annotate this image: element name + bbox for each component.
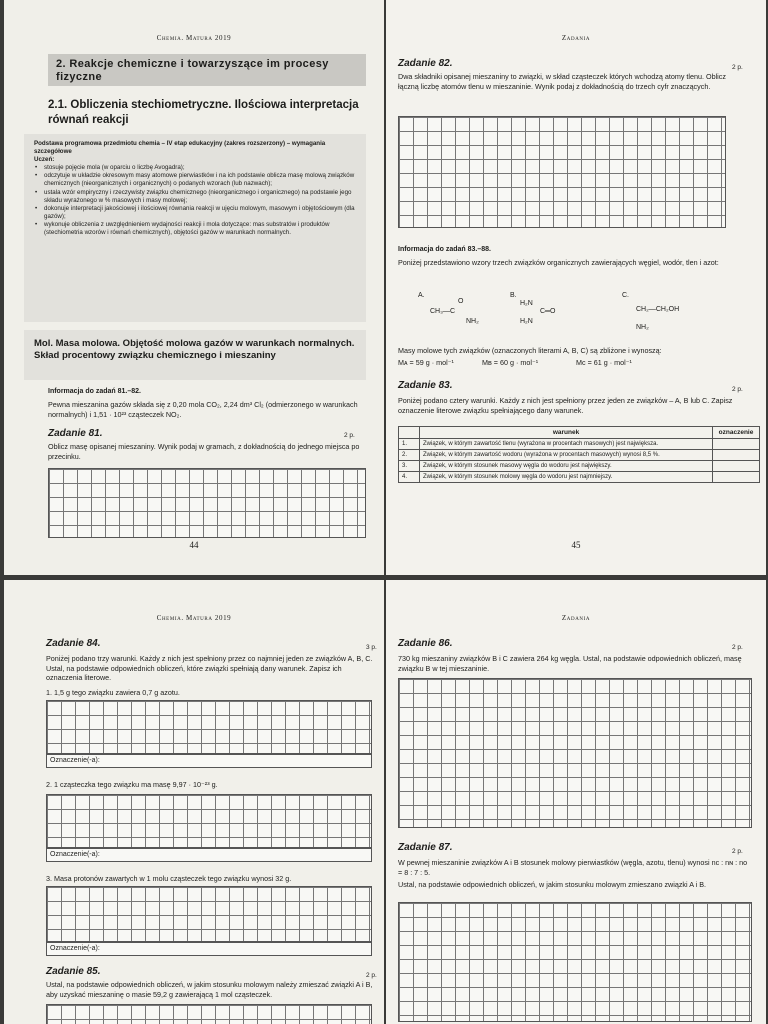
- task-82-text: Dwa składniki opisanej mieszaniny to związki, w skład cząsteczek których wchodzą atomy tlenu. Oblicz łączną liczbę atomów tlenu w mieszaninie. Wynik podaj z dokładnością do trzech cyfr znaczących.: [398, 72, 726, 91]
- answer-grid-82[interactable]: [398, 116, 726, 228]
- info-text: Poniżej przedstawiono wzory trzech związków organicznych zawierających węgiel, wodór, tlen i azot:: [398, 258, 719, 267]
- task-85-points: 2 p.: [366, 972, 377, 979]
- designation-field-3[interactable]: Oznaczenie(-a):: [46, 942, 372, 956]
- designation-field-1[interactable]: Oznaczenie(-a):: [46, 754, 372, 768]
- table-row: 1. Związek, w którym zawartość tlenu (wyrażona w procentach masowych) jest największa.: [399, 439, 760, 450]
- answer-grid-85[interactable]: [46, 1004, 372, 1024]
- compound-c-bottom: NH₂: [636, 324, 649, 331]
- curriculum-item: • wykonuje obliczenia z uwzględnieniem wydajności reakcji i mola dotyczące: mas substratów i produktów (stechiometria wzorów i równań chemicznych), objętości gazów w warunkach normalnych.: [42, 221, 356, 237]
- condition-3: 3. Masa protonów zawartych w 1 molu cząsteczek tego związku wynosi 32 g.: [46, 874, 292, 883]
- designation-field-2[interactable]: Oznaczenie(-a):: [46, 848, 372, 862]
- answer-grid-84-1[interactable]: [46, 700, 372, 754]
- running-head: Chemia. Matura 2019: [156, 34, 232, 42]
- table-row: 2. Związek, w którym zawartość wodoru (wyrażona w procentach masowych) wynosi 8,5 %.: [399, 450, 760, 461]
- curriculum-item: • odczytuje w układzie okresowym masy atomowe pierwiastków i na ich podstawie oblicza masę molową związków chemicznych (nieorganicznych i organicznych) o podanych wzorach (lub nazwach);: [42, 172, 356, 188]
- task-82-title: Zadanie 82.: [398, 58, 453, 69]
- answer-grid-84-2[interactable]: [46, 794, 372, 848]
- task-87-text-1: W pewnej mieszaninie związków A i B stosunek molowy pierwiastków (węgla, azotu, tlenu) wynosi nᴄ : nɴ : nᴏ = 8 : 7 : 5.: [398, 858, 748, 877]
- page-46: [4, 580, 384, 1024]
- col-header-designation: oznaczenie: [713, 427, 760, 439]
- compound-a-bottom: NH₂: [466, 318, 479, 325]
- curriculum-box: [24, 134, 366, 322]
- task-84-title: Zadanie 84.: [46, 638, 101, 649]
- curriculum-heading: Podstawa programowa przedmiotu chemia – IV etap edukacyjny (zakres rozszerzony) – wymagania szczegółowe: [34, 140, 326, 156]
- answer-grid-84-3[interactable]: [46, 886, 372, 942]
- task-81-title: Zadanie 81.: [48, 428, 103, 439]
- compound-a-letter: A.: [418, 292, 425, 299]
- conditions-table: [398, 426, 760, 483]
- page-number: 45: [571, 540, 581, 550]
- answer-grid-87[interactable]: [398, 902, 752, 1022]
- chapter-title-bar: [48, 54, 366, 86]
- task-86-text: 730 kg mieszaniny związków B i C zawiera 264 kg węgla. Ustal, na podstawie odpowiednich obliczeń, masę związku B w tej mieszaninie.: [398, 654, 742, 673]
- condition-1: 1. 1,5 g tego związku zawiera 0,7 g azotu.: [46, 688, 180, 697]
- mass-c: Mᴄ = 61 g · mol⁻¹: [576, 358, 632, 367]
- topic-title: Mol. Masa molowa. Objętość molowa gazów w warunkach normalnych. Skład procentowy związku chemicznego i mieszaniny: [24, 330, 366, 380]
- curriculum-item: • stosuje pojęcie mola (w oparciu o liczbę Avogadra);: [42, 164, 356, 172]
- compound-c-letter: C.: [622, 292, 629, 299]
- task-83-points: 2 p.: [732, 386, 743, 393]
- section-title: 2.1. Obliczenia stechiometryczne. Ilościowa interpretacja równań reakcji: [48, 99, 359, 126]
- task-83-text: Poniżej podano cztery warunki. Każdy z nich jest spełniony przez jeden ze związków – A, B lub C. Zapisz oznaczenie literowe związku spełniającego dany warunek.: [398, 396, 733, 415]
- task-87-points: 2 p.: [732, 848, 743, 855]
- masses-intro: Masy molowe tych związków (oznaczonych literami A, B, C) są zbliżone i wynoszą:: [398, 346, 662, 355]
- page-number: 44: [189, 540, 199, 550]
- designation-cell[interactable]: [713, 461, 760, 472]
- chapter-title: 2. Reakcje chemiczne i towarzyszące im procesy fizyczne: [56, 58, 329, 83]
- running-head: Zadania: [561, 34, 591, 42]
- col-header-condition: warunek: [420, 427, 713, 439]
- page-45: [386, 0, 766, 575]
- page-44: [4, 0, 384, 575]
- task-82-points: 2 p.: [732, 64, 743, 71]
- task-87-text-2: Ustal, na podstawie odpowiednich obliczeń, w jakim stosunku molowym zmieszano związki A i B.: [398, 880, 707, 889]
- table-row: 4. Związek, w którym stosunek molowy węgla do wodoru jest najmniejszy.: [399, 472, 760, 483]
- compound-b-bottom: H₂N: [520, 318, 533, 325]
- curriculum-list: [34, 164, 356, 237]
- curriculum-item: • dokonuje interpretacji jakościowej i ilościowej równania reakcji w ujęciu molowym, masowym i objętościowym (dla gazów);: [42, 205, 356, 221]
- compound-b-top: H₂N: [520, 300, 533, 307]
- designation-cell[interactable]: [713, 439, 760, 450]
- compound-b-right: C═O: [540, 308, 556, 315]
- task-81-text: Oblicz masę opisanej mieszaniny. Wynik podaj w gramach, z dokładnością do jednego miejsca po przecinku.: [48, 442, 360, 461]
- task-83-title: Zadanie 83.: [398, 380, 453, 391]
- task-86-title: Zadanie 86.: [398, 638, 453, 649]
- task-86-points: 2 p.: [732, 644, 743, 651]
- task-85-title: Zadanie 85.: [46, 966, 101, 977]
- table-row: 3. Związek, w którym stosunek masowy węgla do wodoru jest największy.: [399, 461, 760, 472]
- compound-c-top: CH₂—CH₂OH: [636, 306, 680, 313]
- page-47: [386, 580, 766, 1024]
- mass-a: Mᴀ = 59 g · mol⁻¹: [398, 358, 454, 367]
- condition-2: 2. 1 cząsteczka tego związku ma masę 9,97 · 10⁻²³ g.: [46, 780, 218, 789]
- task-84-text: Poniżej podano trzy warunki. Każdy z nich jest spełniony przez co najmniej jeden ze związków A, B, C. Ustal, na podstawie odpowiednich obliczeń, które związki spełniają dany warunek. Zapisz ich oznaczenia literowe.: [46, 654, 373, 682]
- compound-b-letter: B.: [510, 292, 517, 299]
- curriculum-item: • ustala wzór empiryczny i rzeczywisty związku chemicznego (nieorganicznego i organicznego) na podstawie jego składu wyrażonego w % masowych i masy molowej;: [42, 189, 356, 205]
- task-85-text: Ustal, na podstawie odpowiednich obliczeń, w jakim stosunku molowym należy zmieszać związki A i B, aby uzyskać mieszaninę o masie 59,2 g zawierającą 1 mol cząsteczek.: [46, 980, 373, 999]
- compound-a-left: CH₃—C: [430, 308, 456, 315]
- task-84-points: 3 p.: [366, 644, 377, 651]
- running-head: Zadania: [561, 614, 591, 622]
- running-head: Chemia. Matura 2019: [156, 614, 232, 622]
- designation-cell[interactable]: [713, 450, 760, 461]
- info-heading: Informacja do zadań 81.–82.: [48, 388, 141, 395]
- info-heading: Informacja do zadań 83.–88.: [398, 246, 491, 253]
- curriculum-learner: Uczeń:: [34, 156, 55, 164]
- task-87-title: Zadanie 87.: [398, 842, 453, 853]
- info-text: Pewna mieszanina gazów składa się z 0,20 mola CO₂, 2,24 dm³ Cl₂ (odmierzonego w warunkach normalnych) i 1,51 · 10²³ cząsteczek NO₂.: [48, 400, 358, 419]
- answer-grid-81[interactable]: [48, 468, 366, 538]
- answer-grid-86[interactable]: [398, 678, 752, 828]
- compound-a-top: O: [458, 298, 464, 305]
- task-81-points: 2 p.: [344, 432, 355, 439]
- mass-b: Mʙ = 60 g · mol⁻¹: [482, 358, 539, 367]
- designation-cell[interactable]: [713, 472, 760, 483]
